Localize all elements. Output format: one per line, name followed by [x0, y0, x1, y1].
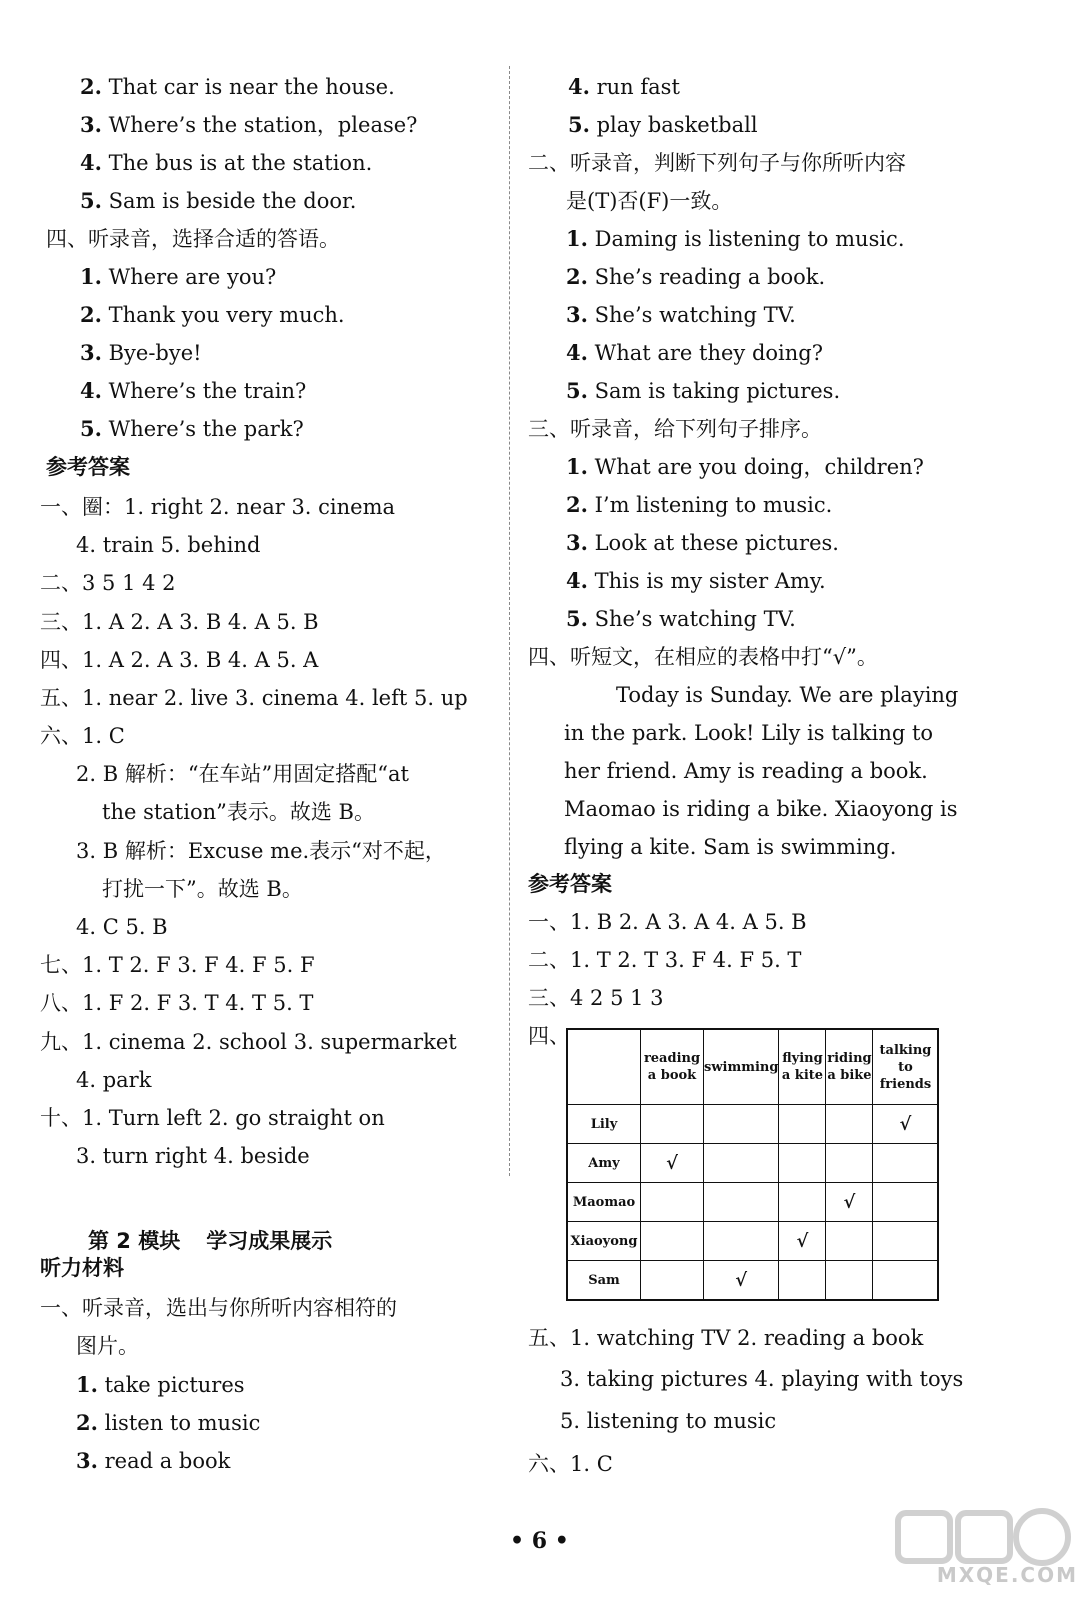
- left-line: [80, 112, 417, 138]
- right-line: [566, 226, 905, 252]
- left-line: [80, 74, 395, 100]
- item-number: 4.: [566, 340, 588, 365]
- right-line: [566, 188, 732, 214]
- line-text: Maomao is riding a bike. Xiaoyong is: [564, 797, 958, 821]
- table-header-cell: swimming: [704, 1029, 779, 1105]
- line-text: listen to music: [97, 1411, 261, 1435]
- table-header-cell: riding a bike: [826, 1029, 873, 1105]
- check-cell: [826, 1144, 873, 1183]
- item-number: 1.: [566, 226, 588, 251]
- item-number: 2.: [80, 302, 102, 327]
- line-text: Sam is beside the door.: [101, 189, 357, 213]
- line-text: 二、3 5 1 4 2: [40, 571, 176, 595]
- right-line: [616, 682, 958, 708]
- line-text: I’m listening to music.: [587, 493, 833, 517]
- left-line: [40, 570, 176, 596]
- line-text: 九、1. cinema 2. school 3. supermarket: [40, 1030, 457, 1054]
- line-text: 三、听录音，给下列句子排序。: [528, 417, 822, 441]
- line-text: 三、1. A 2. A 3. B 4. A 5. B: [40, 610, 319, 634]
- left-line: [40, 723, 125, 749]
- right-line: [566, 454, 924, 480]
- left-line: [80, 150, 372, 176]
- right-line: [528, 1451, 613, 1477]
- right-line: [566, 264, 825, 290]
- line-text: flying a kite. Sam is swimming.: [564, 835, 897, 859]
- line-text: 五、1. watching TV 2. reading a book: [528, 1326, 924, 1350]
- item-number: 1.: [76, 1372, 98, 1397]
- left-line: [76, 1410, 260, 1436]
- check-cell: [641, 1222, 704, 1261]
- item-number: 1.: [80, 264, 102, 289]
- left-line: [76, 1143, 310, 1169]
- line-text: 3. taking pictures 4. playing with toys: [560, 1367, 964, 1391]
- line-text: Where are you?: [101, 265, 277, 289]
- line-text: 3. B 解析：Excuse me.表示“对不起，: [76, 839, 446, 863]
- line-text: She’s reading a book.: [587, 265, 826, 289]
- left-line: [80, 264, 276, 290]
- check-cell: [826, 1222, 873, 1261]
- line-text: read a book: [97, 1449, 231, 1473]
- right-line: [528, 947, 801, 973]
- right-line: [528, 1023, 570, 1049]
- line-text: 四、听录音，选择合适的答语。: [46, 227, 340, 251]
- table-row: [567, 1183, 938, 1222]
- item-number: 5.: [80, 188, 102, 213]
- left-line: [102, 876, 303, 902]
- left-line: [76, 1448, 230, 1474]
- check-cell: [826, 1105, 873, 1144]
- check-cell: [779, 1183, 826, 1222]
- check-cell: [641, 1183, 704, 1222]
- right-line: [560, 1408, 776, 1434]
- table-corner-cell: [567, 1029, 641, 1105]
- left-line: [76, 838, 446, 864]
- module-title: 学习成果展示: [206, 1229, 333, 1253]
- table-header-cell: talking to friends: [873, 1029, 939, 1105]
- line-text: 4. train 5. behind: [76, 533, 261, 557]
- left-line: [40, 494, 395, 520]
- line-text: 3. turn right 4. beside: [76, 1144, 310, 1168]
- line-text: Where’s the park?: [101, 417, 304, 441]
- line-text: play basketball: [589, 113, 758, 137]
- right-line: [566, 378, 840, 404]
- right-line: [566, 568, 826, 594]
- left-line: [40, 1295, 397, 1321]
- right-line: [528, 909, 807, 935]
- line-text: take pictures: [97, 1373, 245, 1397]
- line-text: That car is near the house.: [101, 75, 395, 99]
- right-line: [564, 720, 933, 746]
- item-number: 4.: [80, 150, 102, 175]
- left-line: [40, 990, 313, 1016]
- line-text: 4. C 5. B: [76, 915, 168, 939]
- check-cell: [641, 1105, 704, 1144]
- left-line: [76, 914, 168, 940]
- line-text: 四、听短文，在相应的表格中打“√”。: [528, 645, 878, 669]
- line-text: 图片。: [76, 1334, 139, 1358]
- line-text: 五、1. near 2. live 3. cinema 4. left 5. up: [40, 686, 468, 710]
- line-text: the station”表示。故选 B。: [102, 800, 375, 824]
- check-cell: [704, 1222, 779, 1261]
- line-text: 六、1. C: [528, 1452, 613, 1476]
- check-cell: √: [641, 1144, 704, 1183]
- line-text: her friend. Amy is reading a book.: [564, 759, 928, 783]
- line-text: What are you doing，children?: [587, 455, 924, 479]
- line-text: 八、1. F 2. F 3. T 4. T 5. T: [40, 991, 314, 1015]
- line-text: Where’s the train?: [101, 379, 307, 403]
- left-line: [80, 188, 356, 214]
- right-line: [566, 530, 839, 556]
- check-cell: [779, 1105, 826, 1144]
- line-text: 四、1. A 2. A 3. B 4. A 5. A: [40, 648, 319, 672]
- right-line: [566, 492, 832, 518]
- check-cell: √: [826, 1183, 873, 1222]
- left-line: [40, 609, 319, 635]
- line-text: 四、: [528, 1024, 570, 1048]
- table-row: [567, 1144, 938, 1183]
- item-number: 2.: [566, 264, 588, 289]
- table-row-name: Maomao: [567, 1183, 641, 1222]
- table-row-name: Lily: [567, 1105, 641, 1144]
- line-text: 十、1. Turn left 2. go straight on: [40, 1106, 385, 1130]
- check-cell: [826, 1261, 873, 1301]
- line-text: 4. park: [76, 1068, 152, 1092]
- line-text: Look at these pictures.: [587, 531, 839, 555]
- page-number: • 6 •: [510, 1528, 569, 1554]
- item-number: 3.: [566, 530, 588, 555]
- right-line: [566, 302, 796, 328]
- right-line: [564, 796, 957, 822]
- line-text: The bus is at the station.: [101, 151, 373, 175]
- line-text: 一、圈：1. right 2. near 3. cinema: [40, 495, 396, 519]
- line-text: This is my sister Amy.: [587, 569, 826, 593]
- item-number: 4.: [568, 74, 590, 99]
- left-line: [40, 1029, 457, 1055]
- left-line: [40, 1105, 385, 1131]
- right-line: [560, 1366, 963, 1392]
- left-line: [46, 226, 340, 252]
- left-line: [46, 454, 130, 480]
- line-text: Daming is listening to music.: [587, 227, 905, 251]
- line-text: 七、1. T 2. F 3. F 4. F 5. F: [40, 953, 315, 977]
- check-cell: [779, 1144, 826, 1183]
- left-line: [40, 1255, 124, 1281]
- item-number: 2.: [566, 492, 588, 517]
- check-cell: [641, 1261, 704, 1301]
- left-line: [102, 799, 375, 825]
- line-text: 一、1. B 2. A 3. A 4. A 5. B: [528, 910, 807, 934]
- item-number: 4.: [80, 378, 102, 403]
- table-row-name: Xiaoyong: [567, 1222, 641, 1261]
- line-text: 二、1. T 2. T 3. F 4. F 5. T: [528, 948, 802, 972]
- right-line: [528, 644, 878, 670]
- left-line: [80, 416, 304, 442]
- line-text: run fast: [589, 75, 680, 99]
- item-number: 5.: [566, 606, 588, 631]
- line-text: Where’s the station，please?: [101, 113, 418, 137]
- check-cell: [704, 1105, 779, 1144]
- left-line: [76, 1067, 151, 1093]
- table-row: [567, 1222, 938, 1261]
- line-text: 听力材料: [40, 1255, 124, 1280]
- item-number: 3.: [566, 302, 588, 327]
- left-line: [40, 685, 468, 711]
- right-line: [564, 758, 928, 784]
- line-text: 二、听录音，判断下列句子与你所听内容: [528, 151, 906, 175]
- item-number: 2.: [80, 74, 102, 99]
- check-cell: √: [704, 1261, 779, 1301]
- line-text: She’s watching TV.: [587, 303, 796, 327]
- line-text: 三、4 2 5 1 3: [528, 986, 664, 1010]
- table-header-cell: reading a book: [641, 1029, 704, 1105]
- module-heading: [88, 1225, 358, 1255]
- item-number: 5.: [566, 378, 588, 403]
- right-line: [568, 74, 680, 100]
- right-line: [564, 834, 896, 860]
- check-cell: [873, 1222, 939, 1261]
- table-header-cell: flying a kite: [779, 1029, 826, 1105]
- left-line: [80, 302, 345, 328]
- right-line: [528, 150, 906, 176]
- check-cell: [704, 1144, 779, 1183]
- item-number: 4.: [566, 568, 588, 593]
- column-divider: [509, 66, 510, 1176]
- item-number: 5.: [568, 112, 590, 137]
- line-text: 一、听录音，选出与你所听内容相符的: [40, 1296, 397, 1320]
- table-row-name: Sam: [567, 1261, 641, 1301]
- line-text: in the park. Look! Lily is talking to: [564, 721, 934, 745]
- table-row: [567, 1105, 938, 1144]
- left-line: [76, 532, 260, 558]
- module-number: 第 2 模块: [88, 1229, 181, 1253]
- check-cell: [779, 1261, 826, 1301]
- left-line: [76, 1372, 245, 1398]
- check-cell: [873, 1144, 939, 1183]
- line-text: Today is Sunday. We are playing: [616, 683, 959, 707]
- check-cell: √: [779, 1222, 826, 1261]
- item-number: 1.: [566, 454, 588, 479]
- check-cell: [873, 1261, 939, 1301]
- line-text: What are they doing?: [587, 341, 823, 365]
- item-number: 5.: [80, 416, 102, 441]
- line-text: Bye-bye!: [101, 341, 202, 365]
- line-text: 六、1. C: [40, 724, 125, 748]
- left-line: [80, 340, 202, 366]
- line-text: She’s watching TV.: [587, 607, 796, 631]
- line-text: 参考答案: [46, 454, 130, 479]
- left-line: [76, 761, 409, 787]
- line-text: Sam is taking pictures.: [587, 379, 841, 403]
- table-row-name: Amy: [567, 1144, 641, 1183]
- line-text: 5. listening to music: [560, 1409, 777, 1433]
- left-line: [80, 378, 306, 404]
- item-number: 3.: [80, 112, 102, 137]
- right-line: [568, 112, 758, 138]
- item-number: 2.: [76, 1410, 98, 1435]
- table-row: [567, 1261, 938, 1301]
- left-line: [76, 1333, 139, 1359]
- item-number: 3.: [76, 1448, 98, 1473]
- line-text: 是(T)否(F)一致。: [566, 189, 733, 213]
- right-line: [528, 871, 612, 897]
- answer-table: [566, 1028, 939, 1301]
- left-line: [40, 647, 318, 673]
- check-cell: [873, 1183, 939, 1222]
- line-text: 打扰一下”。故选 B。: [102, 877, 303, 901]
- right-line: [528, 1325, 923, 1351]
- right-line: [528, 985, 664, 1011]
- right-line: [566, 606, 796, 632]
- line-text: 参考答案: [528, 871, 612, 896]
- line-text: Thank you very much.: [101, 303, 345, 327]
- watermark-text: MXQE.COM: [936, 1563, 1078, 1587]
- item-number: 3.: [80, 340, 102, 365]
- left-line: [40, 952, 315, 978]
- line-text: 2. B 解析：“在车站”用固定搭配“at: [76, 762, 409, 786]
- right-line: [528, 416, 822, 442]
- check-cell: √: [873, 1105, 939, 1144]
- check-cell: [704, 1183, 779, 1222]
- right-line: [566, 340, 823, 366]
